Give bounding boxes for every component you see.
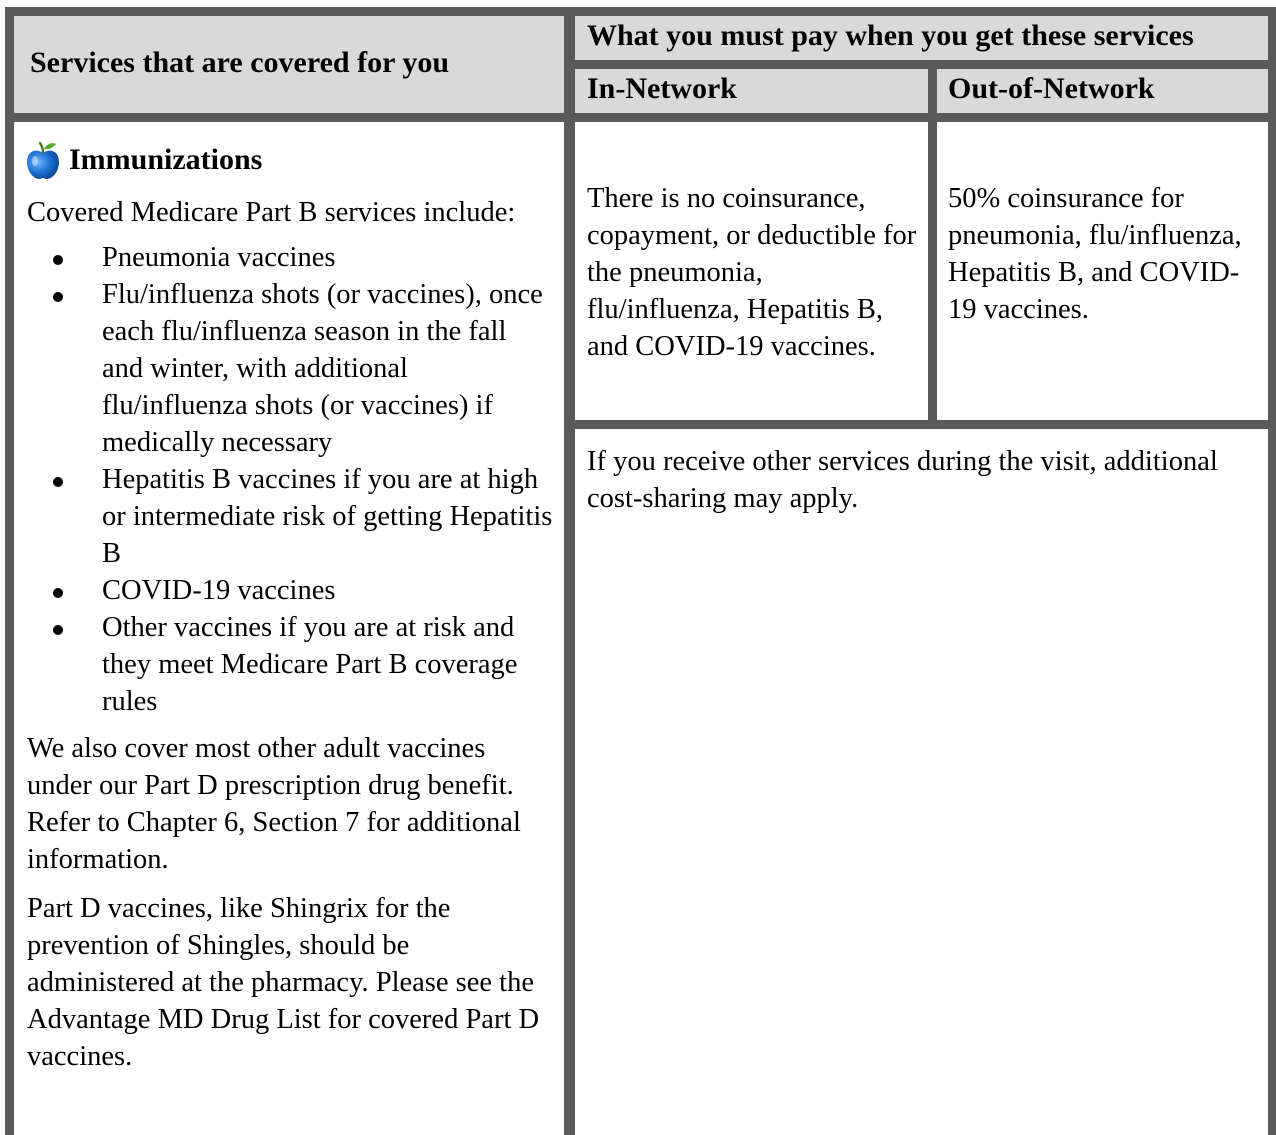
- list-item-text: Flu/influenza shots (or vaccines), once each flu/influenza season in the fall and winter, with additional flu/influenza shots (or vaccines) if medically necessary: [102, 279, 543, 458]
- in-network-cost-cell: [575, 122, 928, 420]
- list-item: [27, 239, 554, 276]
- list-item-text: Hepatitis B vaccines if you are at high or intermediate risk of getting Hepatitis B: [102, 464, 553, 569]
- header-pay: [575, 16, 1268, 60]
- service-title: Immunizations: [69, 143, 263, 176]
- header-out-network-label: Out-of-Network: [948, 72, 1155, 105]
- out-network-cost-cell: [937, 122, 1268, 420]
- list-item: [27, 276, 554, 461]
- part-d-paragraph: We also cover most other adult vaccines under our Part D prescription drug benefit. Refer to Chapter 6, Section 7 for additional information.: [27, 733, 521, 875]
- service-intro: Covered Medicare Part B services include:: [27, 197, 516, 228]
- service-cell: [14, 122, 564, 1135]
- list-item: [27, 461, 554, 572]
- list-item-text: Other vaccines if you are at risk and they meet Medicare Part B coverage rules: [102, 612, 518, 717]
- list-item-text: COVID-19 vaccines: [102, 575, 336, 606]
- out-network-cost-text: 50% coinsurance for pneumonia, flu/influenza, Hepatitis B, and COVID-19 vaccines.: [948, 183, 1242, 325]
- list-item-text: Pneumonia vaccines: [102, 242, 336, 273]
- in-network-cost-text: There is no coinsurance, copayment, or deductible for the pneumonia, flu/influenza, Hepatitis B, and COVID-19 vaccines.: [587, 183, 917, 362]
- list-item: [27, 609, 554, 720]
- header-services-label: Services that are covered for you: [30, 46, 450, 79]
- service-list: [27, 239, 554, 720]
- other-services-cell: [575, 429, 1268, 1135]
- header-pay-label: What you must pay when you get these services: [587, 19, 1194, 52]
- bullet-icon: [53, 625, 63, 635]
- header-in-network: [575, 69, 928, 113]
- bullet-icon: [53, 588, 63, 598]
- apple-icon: [25, 140, 61, 180]
- bullet-icon: [53, 477, 63, 487]
- shingrix-paragraph: Part D vaccines, like Shingrix for the prevention of Shingles, should be administered at the pharmacy. Please see the Advantage MD Drug List for covered Part D vaccines.: [27, 893, 540, 1072]
- bullet-icon: [53, 255, 63, 265]
- service-title-row: [27, 140, 554, 180]
- header-out-of-network: [937, 69, 1268, 113]
- header-services: [14, 16, 564, 113]
- list-item: [27, 572, 554, 609]
- header-in-network-label: In-Network: [587, 72, 737, 105]
- other-services-text: If you receive other services during the visit, additional cost-sharing may apply.: [587, 446, 1218, 514]
- bullet-icon: [53, 292, 63, 302]
